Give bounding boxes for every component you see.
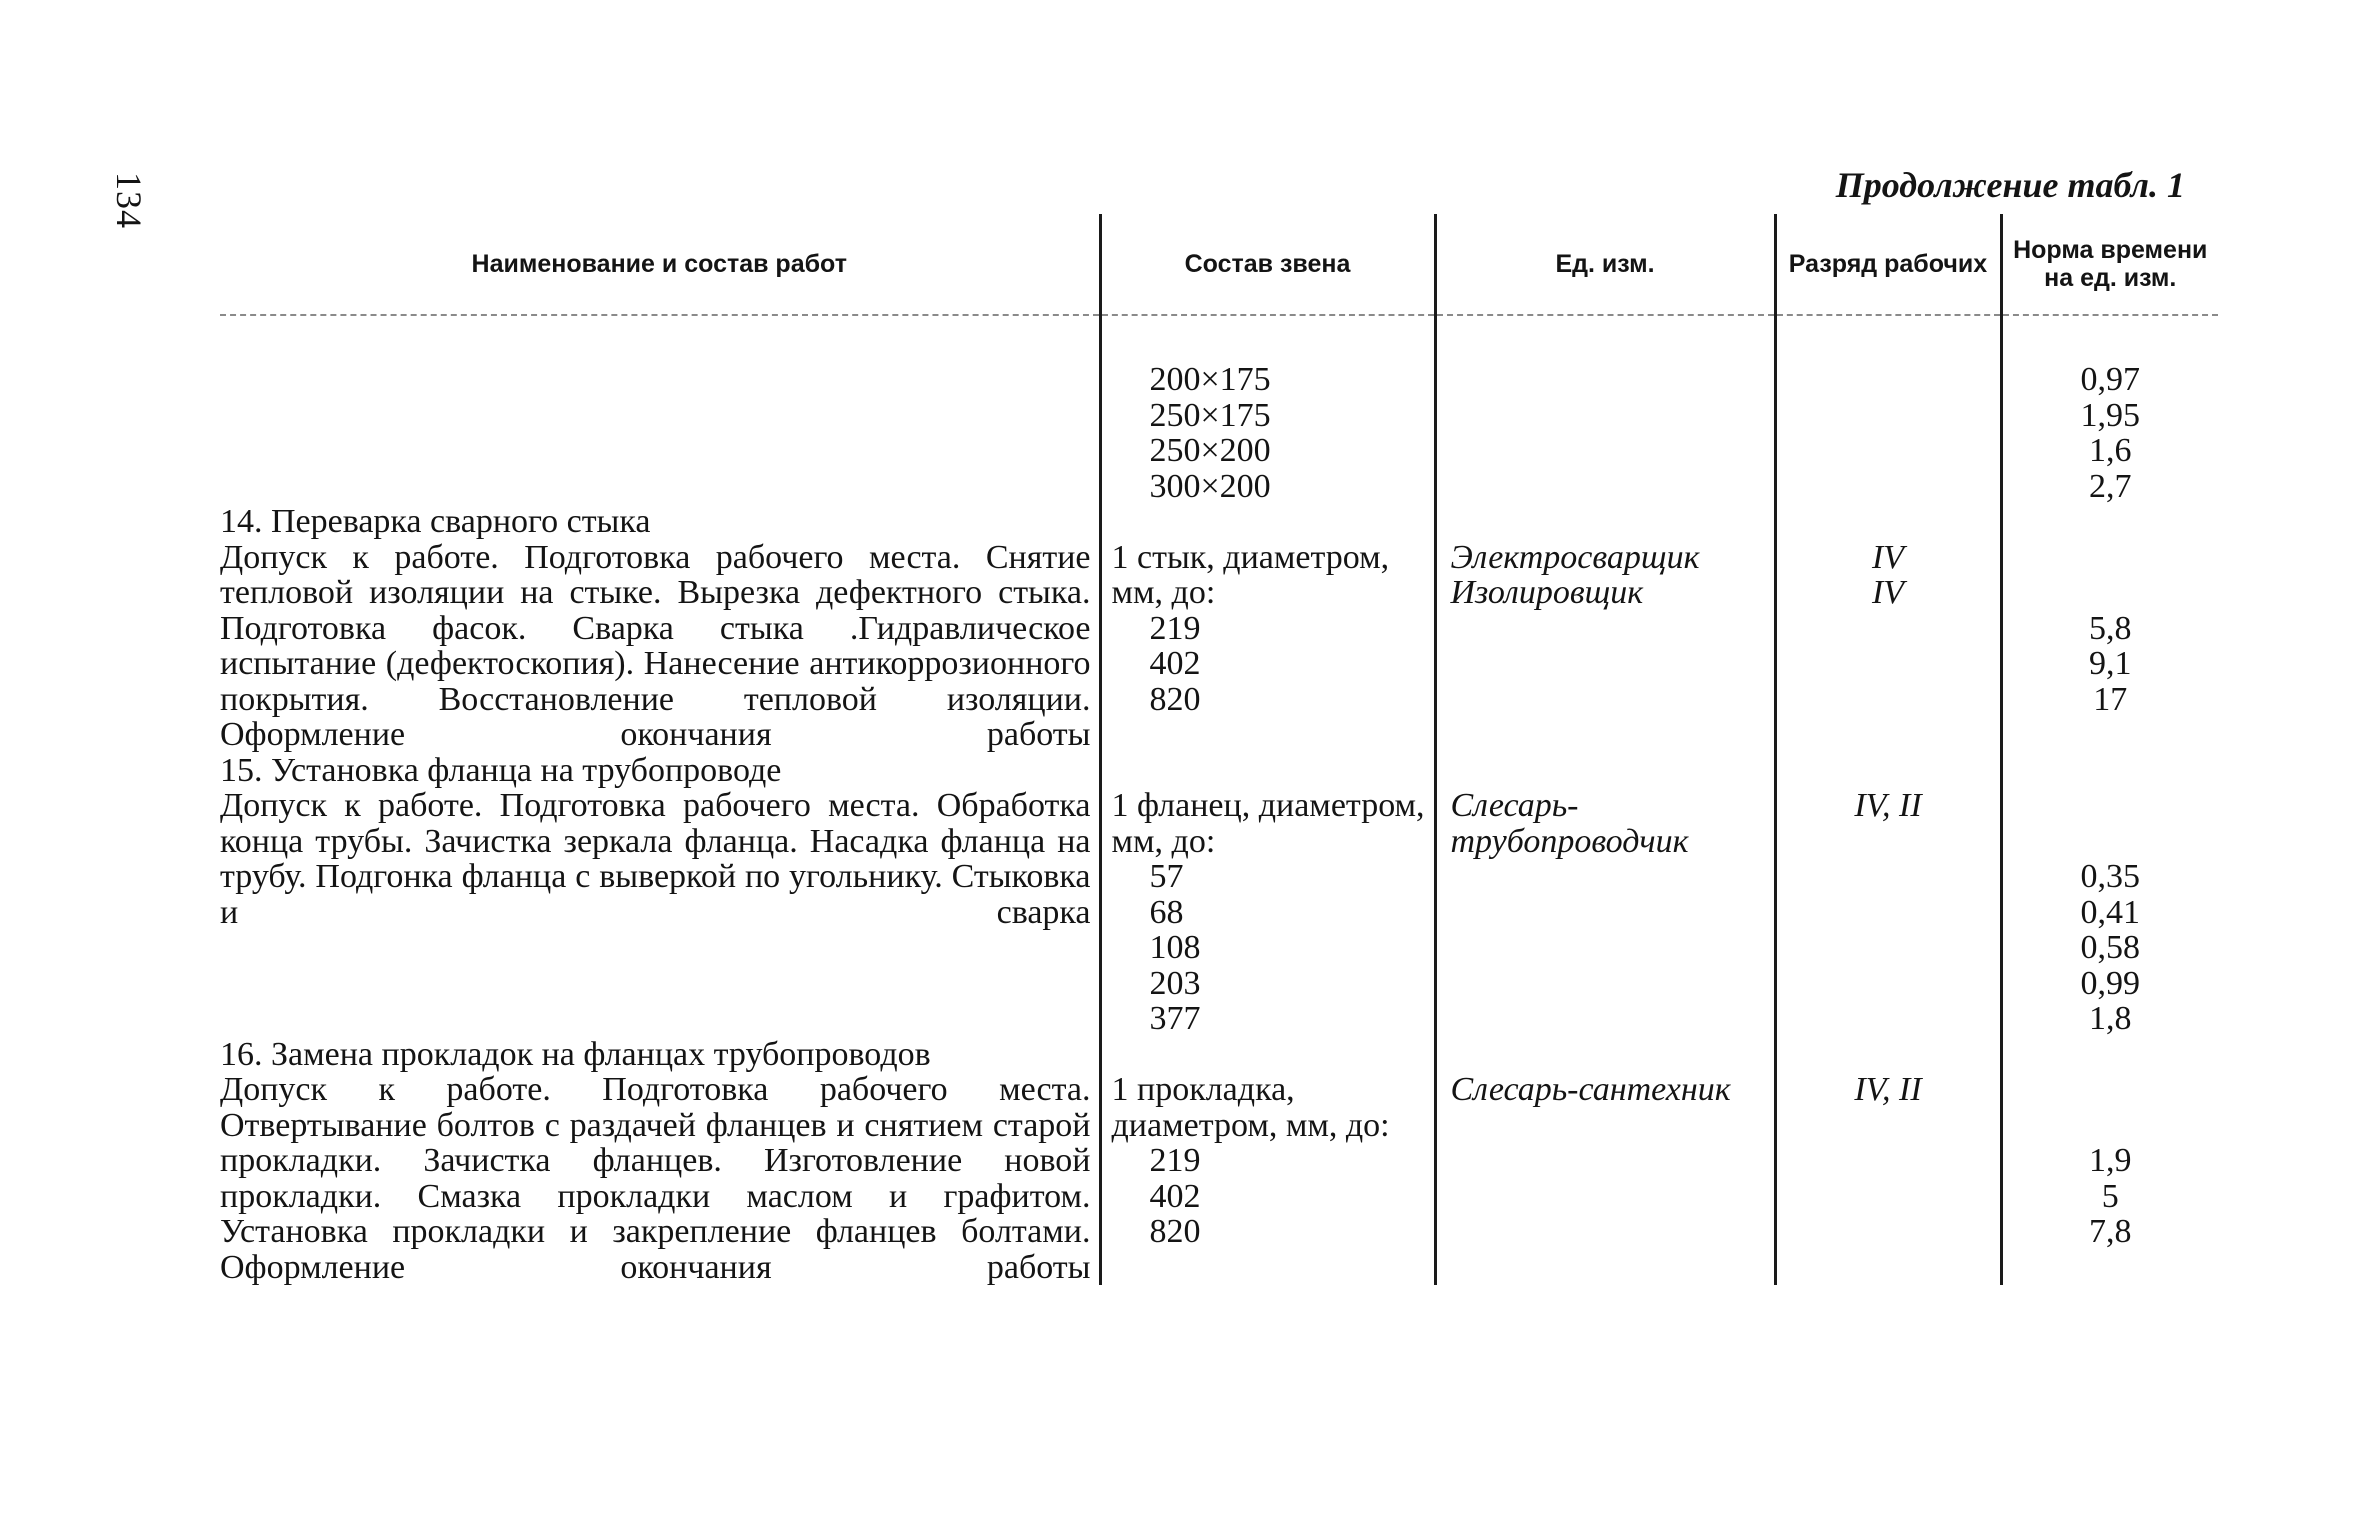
worker-profession: Слесарь-трубопроводчик [1450,787,1689,860]
norm-value: 0,41 [2080,893,2140,931]
header-name: Наименование и состав работ [220,214,1100,315]
worker-grade: IV [1871,574,1905,611]
size-value: 300×200 [1149,467,1271,505]
size-value: 68 [1149,893,1184,931]
size-value: 203 [1149,964,1201,1002]
unit-intro: 1 стык, диаметром, мм, до: [1111,538,1390,611]
unit-intro: 1 фланец, диаметром, мм, до: [1111,787,1425,860]
size-value: 200×175 [1149,361,1271,398]
worker-profession: Слесарь-сантехник [1450,1071,1731,1108]
item-description: Допуск к работе. Подготовка рабочего места. Обработка конца трубы. Зачистка зеркала фланца. Насадка фланца на трубу. Подгонка фланца с выверкой по угольнику. Стыковка и сварка [220,787,1091,931]
item-description: Допуск к работе. Подготовка рабочего места. Отвертывание болтов с раздачей фланцев и снятием старой прокладки. Зачистка фланцев. Изготовление новой прокладки. Смазка прокладки маслом и графитом. Установка прокладки и закрепление фланцев болтами. Оформление окончания работы [220,1071,1091,1286]
norm-value: 0,35 [2080,858,2140,895]
size-value: 57 [1149,858,1184,895]
norm-value: 1,9 [2089,1142,2132,1179]
item-title: 15. Установка фланца на трубопроводе [220,751,782,789]
size-value: 108 [1149,929,1201,966]
table-row-item-16 [220,1037,2218,1286]
table-row-item-15 [220,753,2218,1037]
size-value: 219 [1149,609,1201,647]
header-unit: Ед. изм. [1435,214,1775,315]
norm-value: 5 [2101,1177,2119,1215]
norm-value: 0,58 [2080,929,2140,966]
worker-profession: Изолировщик [1450,574,1644,611]
norm-value: 9,1 [2089,645,2132,682]
norm-value: 17 [2093,680,2128,718]
norms-table [220,214,2218,1285]
norm-value: 0,97 [2080,361,2140,398]
norm-value: 1,95 [2080,396,2140,434]
norm-value: 1,8 [2089,1000,2132,1037]
unit-intro: 1 прокладка, диаметром, мм, до: [1111,1071,1390,1144]
worker-profession: Электросварщик [1450,538,1700,576]
table-continuation-caption: Продолжение табл. 1 [1835,165,2185,205]
item-title: 14. Переварка сварного стыка [220,503,651,540]
item-title: 16. Замена прокладок на фланцах трубопроводов [220,1035,931,1073]
size-value: 377 [1149,1000,1201,1037]
worker-grade: IV, II [1854,1071,1922,1108]
worker-grade: IV [1871,538,1905,576]
table-row-item-14 [220,504,2218,753]
size-value: 219 [1149,1142,1201,1179]
header-crew: Состав звена [1100,214,1435,315]
worker-grade: IV, II [1854,787,1922,824]
size-value: 820 [1149,1213,1201,1250]
size-value: 402 [1149,645,1201,682]
norm-value: 0,99 [2080,964,2140,1002]
table-row-carry-over [220,362,2218,504]
size-value: 250×175 [1149,396,1271,434]
norm-value: 1,6 [2089,432,2132,469]
header-norm: Норма времени на ед. изм. [2001,214,2218,315]
size-value: 820 [1149,680,1201,718]
page-number: 134 [109,172,149,229]
item-description: Допуск к работе. Подготовка рабочего места. Снятие тепловой изоляции на стыке. Вырезка дефектного стыка. Подготовка фасок. Сварка стыка .Гидравлическое испытание (дефектоскопия). Нанесение антикоррозионного покрытия. Восстановление тепловой изоляции. Оформление окончания работы [220,538,1091,753]
header-grade: Разряд рабочих [1775,214,2001,315]
norm-value: 5,8 [2089,609,2132,647]
size-value: 402 [1149,1177,1201,1215]
norm-value: 7,8 [2089,1213,2132,1250]
size-value: 250×200 [1149,432,1271,469]
table-header-row [220,214,2218,315]
norm-value: 2,7 [2089,467,2132,505]
